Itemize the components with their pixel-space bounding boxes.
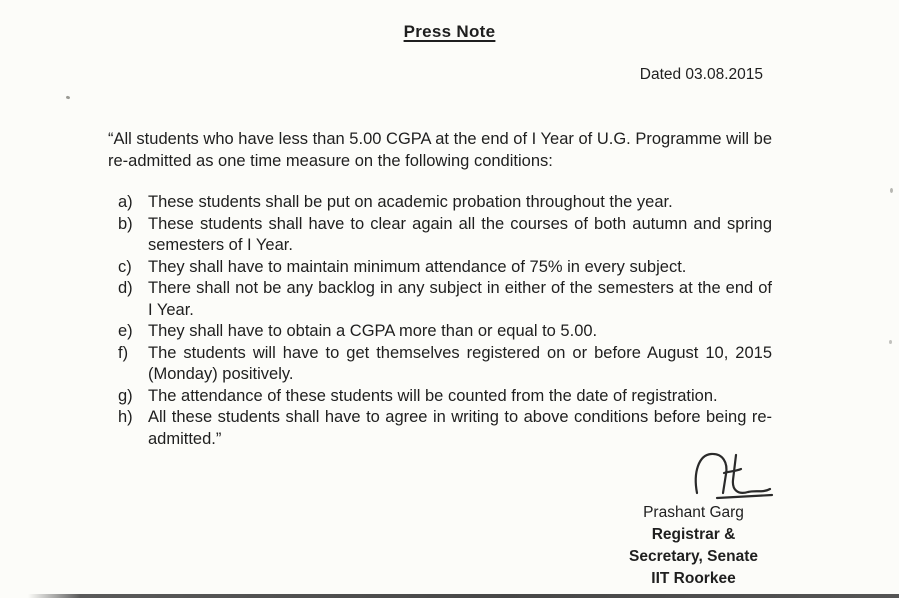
signatory-role-line: Secretary, Senate [629, 548, 758, 565]
condition-item [118, 386, 772, 408]
date-line: Dated 03.08.2015 [639, 66, 763, 83]
condition-label: c) [118, 257, 132, 276]
page-title [0, 0, 899, 42]
condition-text: They shall have to obtain a CGPA more than or equal to 5.00. [148, 322, 598, 340]
condition-label: g) [118, 386, 133, 405]
condition-item [118, 192, 772, 214]
condition-item [118, 321, 772, 343]
condition-text: These students shall be put on academic probation throughout the year. [148, 193, 673, 211]
signatory-role-line: IIT Roorkee [651, 570, 736, 587]
condition-label: a) [118, 193, 133, 211]
handwritten-signature-icon [683, 448, 775, 500]
condition-item [118, 278, 772, 321]
condition-label: f) [118, 343, 129, 362]
signatory-role-line: Registrar & [651, 526, 736, 543]
signatory-name: Prashant Garg [643, 504, 744, 521]
conditions-list [108, 192, 772, 450]
condition-item [118, 214, 772, 257]
condition-item [118, 407, 772, 450]
condition-text: The students will have to get themselves registered on or before August 10, 2015 (Monday) positively. [148, 343, 772, 383]
condition-text: They shall have to maintain minimum attendance of 75% in every subject. [148, 257, 687, 276]
condition-text: The attendance of these students will be counted from the date of registration. [148, 386, 718, 405]
condition-text: There shall not be any backlog in any subject in either of the semesters at the end of I Year. [148, 279, 772, 319]
condition-label: b) [118, 214, 133, 233]
condition-text: These students shall have to clear again all the courses of both autumn and spring semesters of I Year. [148, 214, 772, 254]
document-body [108, 129, 772, 450]
document-title-text: Press Note [403, 22, 496, 41]
condition-label: e) [118, 322, 133, 340]
intro-paragraph: “All students who have less than 5.00 CGPA at the end of I Year of U.G. Programme will be re-admitted as one time measure on the following conditions: [108, 130, 772, 170]
condition-label: h) [118, 408, 133, 426]
scan-edge-artifact [28, 594, 899, 598]
condition-item [118, 257, 772, 279]
scan-speck [889, 340, 892, 344]
signature-block [606, 448, 781, 590]
scan-speck [66, 95, 71, 99]
condition-label: d) [118, 279, 133, 297]
condition-item [118, 343, 772, 386]
scan-speck [890, 188, 893, 193]
condition-text: All these students shall have to agree in writing to above conditions before being re-admitted.” [148, 408, 772, 448]
